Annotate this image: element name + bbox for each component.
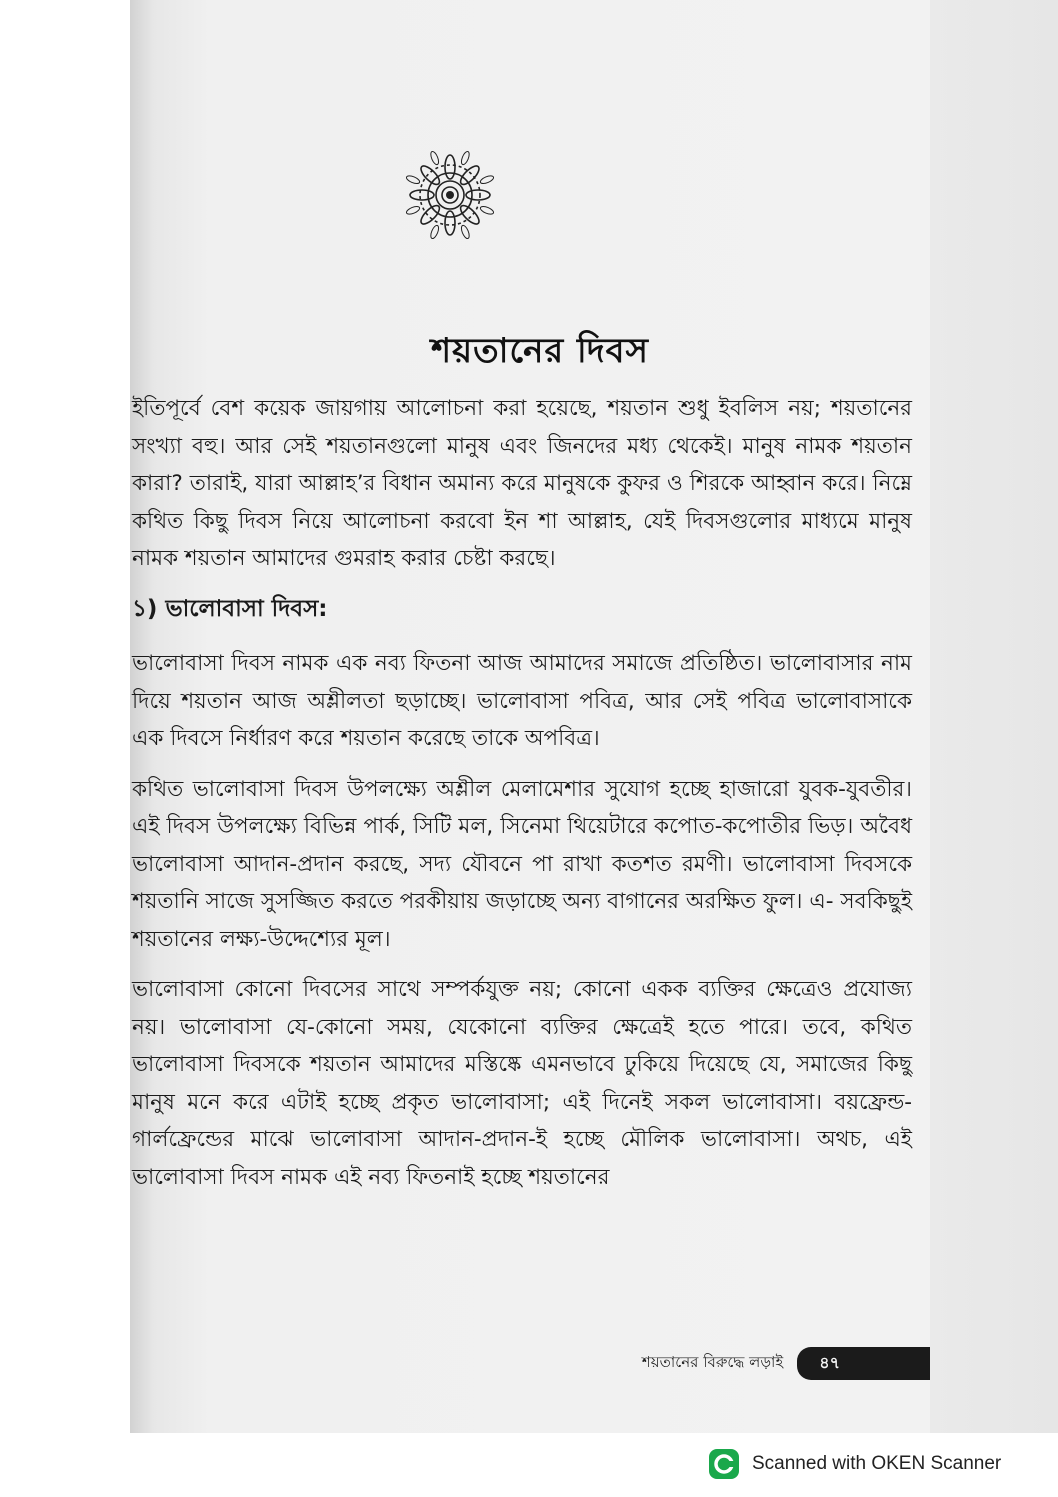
footer-book-title: শয়তানের বিরুদ্ধে লড়াই (641, 1352, 784, 1371)
scanned-page-area (130, 0, 1058, 1433)
intro-paragraph: ইতিপূর্বে বেশ কয়েক জায়গায় আলোচনা করা হয়েছে, শয়তান শুধু ইবলিস নয়; শয়তানের সংখ্যা বহু। আর সেই শয়তানগুলো মানুষ এবং জিনদের মধ্য থেকেই। মানুষ নামক শয়তান কারা? তারাই, যারা আল্লাহ’র বিধান অমান্য করে মানুষকে কুফর ও শিরকে আহ্বান করে। নিম্নে কথিত কিছু দিবস নিয়ে আলোচনা করবো ইন শা আল্লাহ, যেই দিবসগুলোর মাধ্যমে মানুষ নামক শয়তান আমাদের গুমরাহ করার চেষ্টা করছে। (132, 396, 912, 571)
page-number: ৪৭ (797, 1347, 930, 1380)
section-paragraph: কথিত ভালোবাসা দিবস উপলক্ষ্যে অশ্লীল মেলামেশার সুযোগ হচ্ছে হাজারো যুবক-যুবতীর। এই দিবস উপলক্ষ্যে বিভিন্ন পার্ক, সিটি মল, সিনেমা থিয়েটারে কপোত-কপোতীর ভিড়। অবৈধ ভালোবাসা আদান-প্রদান করছে, সদ্য যৌবনে পা রাখা কতশত রমণী। ভালোবাসা দিবসকে শয়তানি সাজে সুসজ্জিত করতে পরকীয়ায় জড়াচ্ছে অন্য বাগানের অরক্ষিত ফুল। এ- সবকিছুই শয়তানের লক্ষ্য-উদ্দেশ্যের মূল। (132, 776, 912, 952)
chapter-title: শয়তানের দিবস (431, 331, 649, 371)
scanner-watermark (708, 1444, 1001, 1484)
body-text (132, 390, 912, 1209)
watermark-text: Scanned with OKEN Scanner (752, 1453, 1002, 1474)
section-paragraph: ভালোবাসা দিবস নামক এক নব্য ফিতনা আজ আমাদের সমাজে প্রতিষ্ঠিত। ভালোবাসার নাম দিয়ে শয়তান আজ অশ্লীলতা ছড়াচ্ছে। ভালোবাসা পবিত্র, আর সেই পবিত্র ভালোবাসাকে এক দিবসে নির্ধারণ করে শয়তান করেছে তাকে অপবিত্র। (132, 651, 912, 751)
mandala-ornament-icon (400, 145, 500, 245)
book-page (130, 0, 930, 1433)
section-paragraph: ভালোবাসা কোনো দিবসের সাথে সম্পর্কযুক্ত নয়; কোনো একক ব্যক্তির ক্ষেত্রেও প্রযোজ্য নয়। ভালোবাসা যে-কোনো সময়, যেকোনো ব্যক্তির ক্ষেত্রেই হতে পারে। তবে, কথিত ভালোবাসা দিবসকে শয়তান আমাদের মস্তিষ্কে এমনভাবে ঢুকিয়ে দিয়েছে যে, সমাজের কিছু মানুষ মনে করে এটাই হচ্ছে প্রকৃত ভালোবাসা; এই দিনেই সকল ভালোবাসা। বয়ফ্রেন্ড-গার্লফ্রেন্ডের মাঝে ভালোবাসা আদান-প্রদান-ই হচ্ছে মৌলিক ভালোবাসা। অথচ, এই ভালোবাসা দিবস নামক এই নব্য ফিতনাই হচ্ছে শয়তানের (132, 977, 912, 1190)
page-footer (540, 1348, 930, 1378)
oken-scanner-logo-icon (708, 1448, 740, 1480)
section-heading: ১) ভালোবাসা দিবস: (132, 595, 328, 622)
